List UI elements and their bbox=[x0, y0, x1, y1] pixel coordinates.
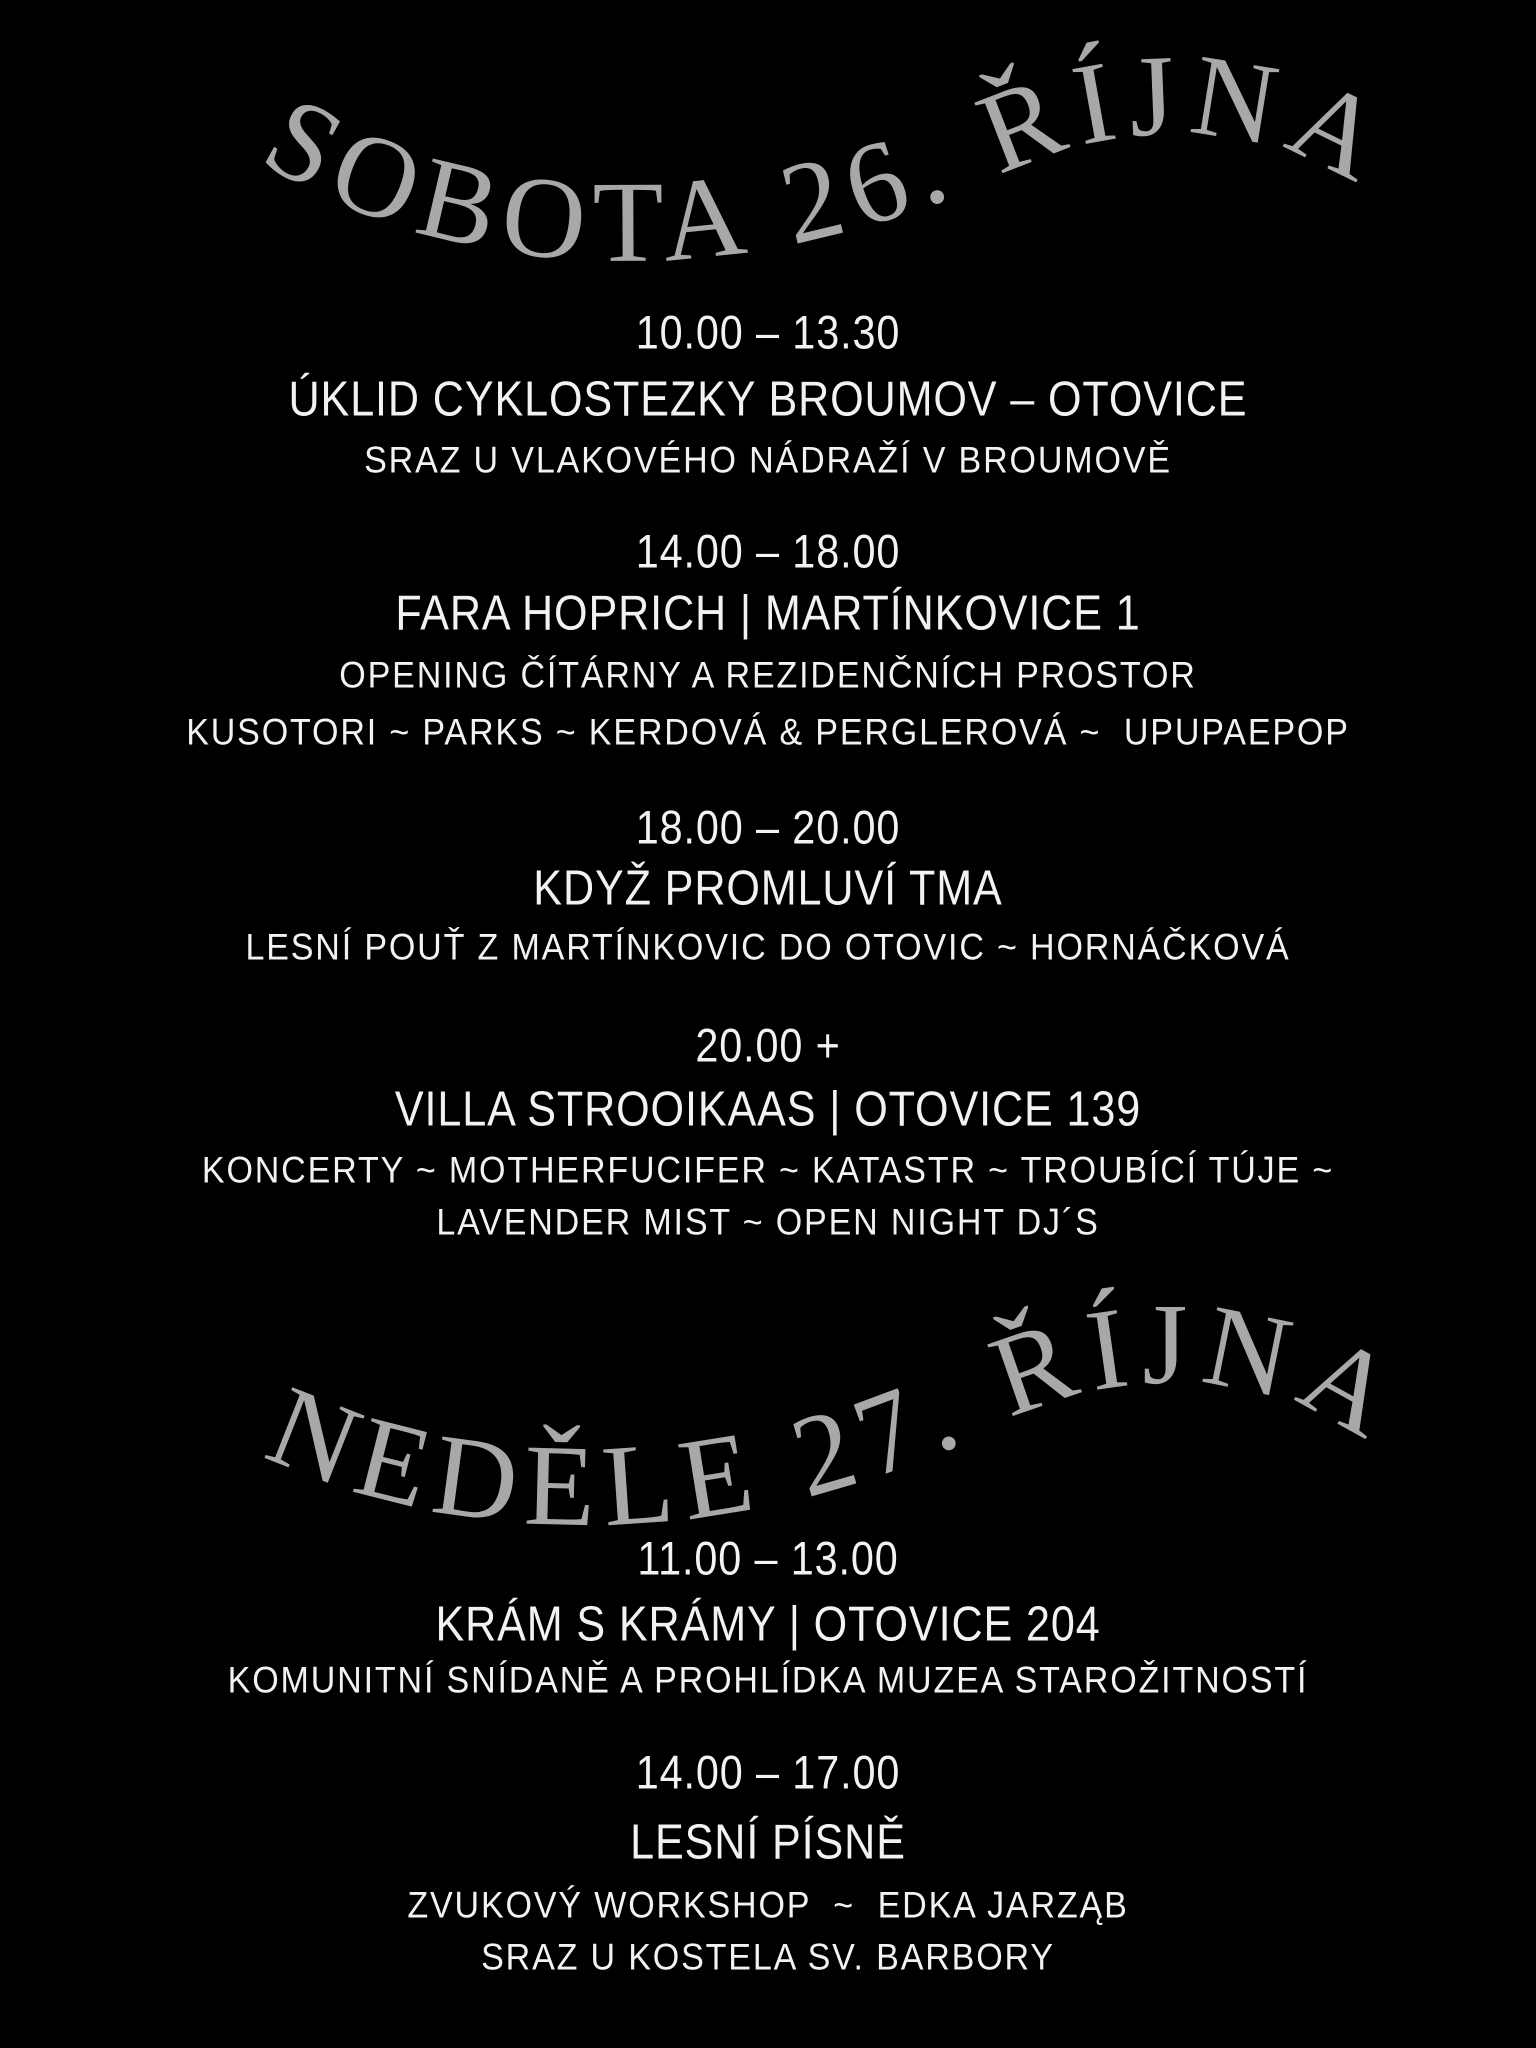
sunday-heading-arc bbox=[0, 1240, 1536, 1560]
event-detail: LESNÍ POUŤ Z MARTÍNKOVIC DO OTOVIC ~ HORNÁČKOVÁ bbox=[245, 926, 1291, 968]
day-heading-saturday bbox=[245, 31, 1412, 288]
event-title: KDYŽ PROMLUVÍ TMA bbox=[533, 861, 1003, 916]
event-time: 10.00 – 13.30 bbox=[635, 305, 901, 359]
event-detail: ZVUKOVÝ WORKSHOP ~ EDKA JARZĄB bbox=[407, 1884, 1129, 1926]
day-heading-saturday-text: SOBOTA 26. ŘÍJNA bbox=[244, 30, 1412, 288]
event-detail: OPENING ČÍTÁRNY A REZIDENČNÍCH PROSTOR bbox=[339, 654, 1197, 696]
event-detail: KUSOTORI ~ PARKS ~ KERDOVÁ & PERGLEROVÁ ~ UPUPAEPOP bbox=[186, 711, 1350, 753]
event-time: 14.00 – 18.00 bbox=[635, 524, 901, 578]
event-detail: KONCERTY ~ MOTHERFUCIFER ~ KATASTR ~ TROUBÍCÍ TÚJE ~ bbox=[201, 1149, 1335, 1191]
event-detail: SRAZ U KOSTELA SV. BARBORY bbox=[481, 1936, 1055, 1978]
event-title: LESNÍ PÍSNĚ bbox=[630, 1815, 906, 1870]
event-time: 11.00 – 13.00 bbox=[637, 1531, 899, 1585]
event-time: 18.00 – 20.00 bbox=[635, 800, 901, 854]
event-time: 20.00 + bbox=[695, 1018, 841, 1072]
event-title: FARA HOPRICH | MARTÍNKOVICE 1 bbox=[395, 586, 1141, 641]
event-detail: KOMUNITNÍ SNÍDANĚ A PROHLÍDKA MUZEA STAROŽITNOSTÍ bbox=[227, 1659, 1309, 1701]
event-time: 14.00 – 17.00 bbox=[635, 1745, 901, 1799]
event-title: ÚKLID CYKLOSTEZKY BROUMOV – OTOVICE bbox=[288, 372, 1248, 427]
event-title: KRÁM S KRÁMY | OTOVICE 204 bbox=[435, 1597, 1101, 1652]
event-detail: LAVENDER MIST ~ OPEN NIGHT DJ´S bbox=[436, 1201, 1100, 1243]
saturday-heading-arc bbox=[0, 0, 1536, 300]
day-heading-sunday-text: NEDĚLE 27. ŘÍJNA bbox=[251, 1280, 1426, 1552]
event-detail: SRAZ U VLAKOVÉHO NÁDRAŽÍ V BROUMOVĚ bbox=[364, 439, 1172, 481]
day-heading-sunday bbox=[252, 1281, 1425, 1552]
event-title: VILLA STROOIKAAS | OTOVICE 139 bbox=[394, 1082, 1142, 1137]
